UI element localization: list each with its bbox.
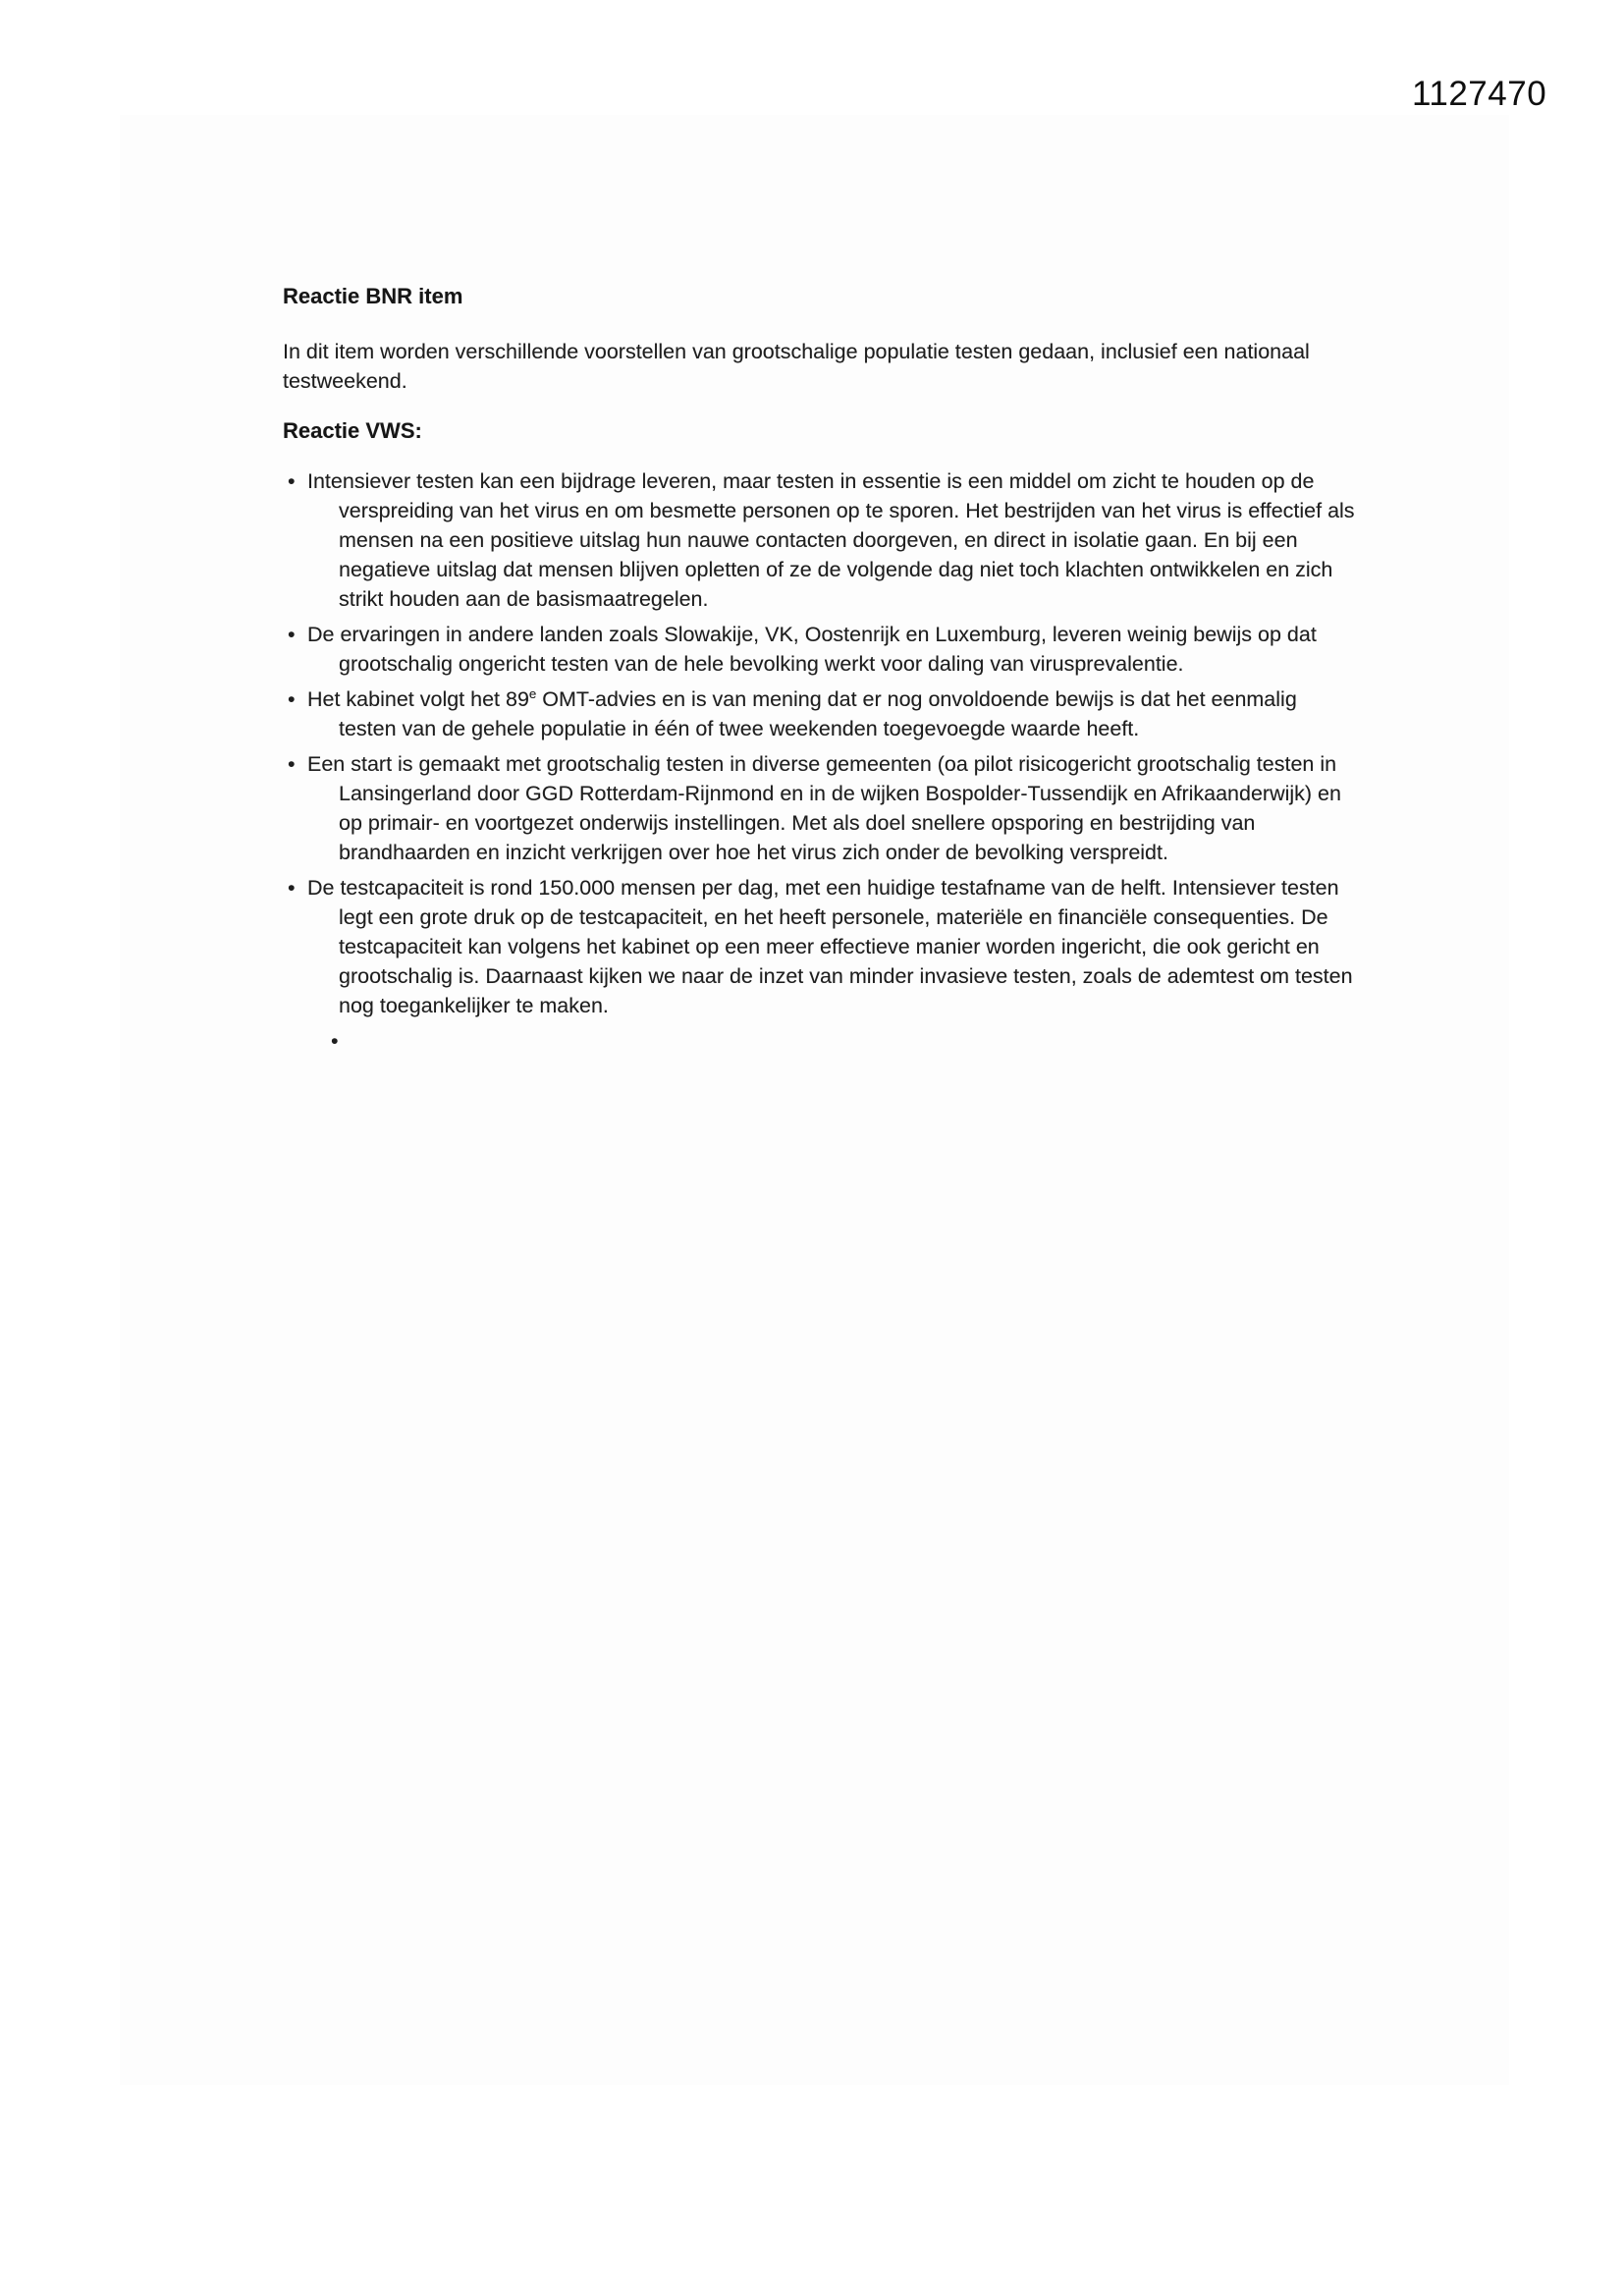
bullet-marker: •	[288, 469, 296, 493]
bullet-item-ervaringen-andere-landen	[283, 620, 1355, 679]
page-content	[283, 282, 1363, 1062]
section-heading: Reactie VWS:	[283, 418, 422, 443]
document-number: 1127470	[1412, 75, 1547, 113]
bullet-text: Intensiever testen kan een bijdrage leveren, maar testen in essentie is een middel om zicht te houden op de verspreiding van het virus en om besmette personen op te sporen. Het bestrijden van het virus is effectief als mensen na een positieve uitslag hun nauwe contacten doorgeven, en direct in isolatie gaan. En bij een negatieve uitslag dat mensen blijven opletten of ze de volgende dag niet toch klachten ontwikkelen en zich strikt houden aan de basismaatregelen.	[307, 469, 1355, 611]
bullet-marker: •	[288, 876, 296, 900]
bullet-item-omt-advies	[283, 684, 1355, 743]
bullet-list	[283, 466, 1355, 1056]
bullet-text: Een start is gemaakt met grootschalig testen in diverse gemeenten (oa pilot risicogericht grootschalig testen in Lansingerland door GGD Rotterdam-Rijnmond en in de wijken Bospolder-Tussendijk en Afrikaanderwijk) en op primair- en voortgezet onderwijs instellingen. Met als doel snellere opsporing en bestrijding van brandhaarden en inzicht verkrijgen over hoe het virus zich onder de bevolking verspreidt.	[307, 752, 1341, 864]
bullet-text: De ervaringen in andere landen zoals Slowakije, VK, Oostenrijk en Luxemburg, leveren weinig bewijs op dat grootschalig ongericht testen van de hele bevolking werkt voor daling van virusprevalentie.	[307, 623, 1317, 676]
document-title: Reactie BNR item	[283, 284, 463, 308]
bullet-marker: •	[331, 1029, 339, 1053]
bullet-item-grootschalig-testen-start	[283, 749, 1355, 867]
ordinal-superscript: e	[528, 685, 537, 701]
bullet-marker: •	[288, 623, 296, 646]
bullet-text-before-superscript: Het kabinet volgt het 89	[307, 687, 529, 711]
bullet-item-empty	[283, 1026, 1355, 1056]
intro-paragraph: In dit item worden verschillende voorstellen van grootschalige populatie testen gedaan, inclusief een nationaal testweekend.	[283, 340, 1310, 393]
page	[120, 115, 1509, 2085]
bullet-text	[307, 687, 1297, 740]
bullet-text: De testcapaciteit is rond 150.000 mensen per dag, met een huidige testafname van de helft. Intensiever testen legt een grote druk op de testcapaciteit, en het heeft personele, materiële en financiële consequenties. De testcapaciteit kan volgens het kabinet op een meer effectieve manier worden ingericht, die ook gericht en grootschalig is. Daarnaast kijken we naar de inzet van minder invasieve testen, zoals de ademtest om testen nog toegankelijker te maken.	[307, 876, 1353, 1017]
bullet-marker: •	[288, 687, 296, 711]
bullet-text-after-superscript: OMT-advies en is van mening dat er nog onvoldoende bewijs is dat het eenmalig testen van de gehele populatie in één of twee weekenden toegevoegde waarde heeft.	[339, 687, 1297, 740]
bullet-marker: •	[288, 752, 296, 776]
bullet-item-testcapaciteit	[283, 873, 1355, 1020]
bullet-item-intensiever-testen	[283, 466, 1355, 614]
